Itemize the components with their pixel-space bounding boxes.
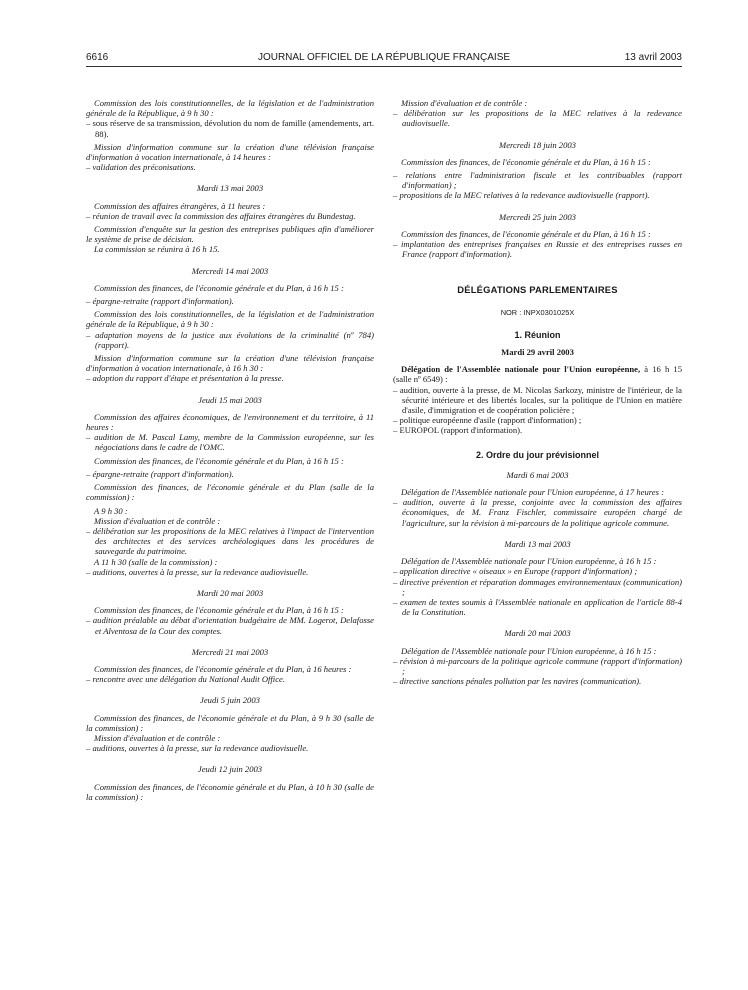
agenda-entry: Mission d'évaluation et de contrôle : xyxy=(94,732,221,743)
agenda-entry: Délégation de l'Assemblée nationale pour l'Union européenne, à 17 heures : xyxy=(401,487,664,498)
date-heading: Mercredi 25 juin 2003 xyxy=(499,211,576,222)
date-heading: Jeudi 12 juin 2003 xyxy=(197,764,263,775)
date-heading: Jeudi 15 mai 2003 xyxy=(198,394,262,405)
issue-date: 13 avril 2003 xyxy=(624,52,682,63)
agenda-item: – délibération sur les propositions de la MEC relatives à l'impact de l'intervention des architectes et des services archéologiques dans les procédures de sauvegarde du patrimoine. xyxy=(86,525,374,557)
agenda-entry: Commission des affaires étrangères, à 11 heures : xyxy=(94,200,266,211)
agenda-item: – politique européenne d'asile (rapport d'information) ; xyxy=(393,415,582,426)
agenda-item: – EUROPOL (rapport d'information). xyxy=(393,425,523,436)
date-heading: Jeudi 5 juin 2003 xyxy=(200,695,260,706)
agenda-entry: Commission des finances, de l'économie générale et du Plan, à 9 h 30 (salle de la commission) : xyxy=(86,712,374,733)
agenda-item: – adoption du rapport d'étape et présentation à la presse. xyxy=(86,373,284,384)
agenda-item: – délibération sur les propositions de la MEC relatives à la redevance audiovisuelle. xyxy=(393,108,682,129)
agenda-item: – épargne-retraite (rapport d'information). xyxy=(86,468,234,479)
agenda-item: – validation des préconisations. xyxy=(86,162,196,173)
section-heading-delegations: DÉLÉGATIONS PARLEMENTAIRES xyxy=(457,284,618,296)
agenda-item: – rencontre avec une délégation du National Audit Office. xyxy=(86,674,285,685)
agenda-item: – examen de textes soumis à l'Assemblée nationale en application de l'article 88-4 de la Constitution. xyxy=(393,596,682,618)
nor-reference: NOR : INPX0301025X xyxy=(500,307,575,317)
date-heading: Mercredi 21 mai 2003 xyxy=(191,646,269,657)
right-column xyxy=(393,98,682,686)
agenda-entry: Commission des finances, de l'économie générale et du Plan (salle de la commission) : xyxy=(86,482,374,503)
date-heading: Mardi 13 mai 2003 xyxy=(196,183,264,194)
agenda-item: – sous réserve de sa transmission, dévolution du nom de famille (amendements, art. 88). xyxy=(86,118,374,139)
agenda-item: – auditions, ouvertes à la presse, sur la redevance audiovisuelle. xyxy=(86,566,309,577)
agenda-entry: Commission des finances, de l'économie générale et du Plan, à 16 h 15 : xyxy=(401,228,651,239)
page-header xyxy=(86,52,682,66)
delegation-entry xyxy=(393,364,682,384)
date-heading: Mardi 20 mai 2003 xyxy=(196,587,264,598)
agenda-entry: Mission d'évaluation et de contrôle : xyxy=(401,98,528,108)
agenda-entry: Mission d'évaluation et de contrôle : xyxy=(94,515,221,526)
left-column xyxy=(86,98,374,802)
journal-title: JOURNAL OFFICIEL DE LA RÉPUBLIQUE FRANÇAISE xyxy=(257,52,511,63)
agenda-entry: Mission d'information commune sur la création d'une télévision française d'information à vocation internationale, à 16 h 30 : xyxy=(86,353,374,374)
date-heading: Mardi 6 mai 2003 xyxy=(506,469,569,480)
date-heading: Mardi 13 mai 2003 xyxy=(504,538,571,549)
agenda-item: – audition, ouverte à la presse, de M. Nicolas Sarkozy, ministre de l'intérieur, de la sécurité intérieure et des libertés locales, sur la politique de l'Union en matière d'asile, d'immigration et de coopération policière ; xyxy=(393,384,682,416)
section-title-reunion: 1. Réunion xyxy=(514,329,561,340)
agenda-entry: A 9 h 30 : xyxy=(94,505,128,516)
agenda-entry: Commission d'enquête sur la gestion des entreprises publiques afin d'améliorer le système de prise de décision. xyxy=(86,224,374,245)
page-number: 6616 xyxy=(86,52,109,63)
agenda-entry: Commission des finances, de l'économie générale et du Plan, à 10 h 30 (salle de la commission) : xyxy=(86,781,374,802)
date-heading: Mercredi 18 juin 2003 xyxy=(499,139,576,150)
agenda-item: – révision à mi-parcours de la politique agricole commune (rapport d'information) ; xyxy=(393,655,682,676)
header-rule xyxy=(86,66,682,67)
agenda-item: – implantation des entreprises françaises en Russie et des entreprises russes en France (rapport d'information). xyxy=(393,239,682,260)
agenda-entry: Délégation de l'Assemblée nationale pour l'Union européenne, à 16 h 15 : xyxy=(401,556,657,567)
agenda-entry: Commission des finances, de l'économie générale et du Plan, à 16 h 15 : xyxy=(401,156,651,167)
delegation-name: Délégation de l'Assemblée nationale pour l'Union européenne, xyxy=(401,364,641,375)
agenda-item: – épargne-retraite (rapport d'information). xyxy=(86,296,234,307)
agenda-entry: Commission des finances, de l'économie générale et du Plan, à 16 heures : xyxy=(94,663,352,674)
agenda-item: – relations entre l'administration fiscale et les contribuables (rapport d'information) ; xyxy=(393,170,682,191)
date-heading-bold: Mardi 29 avril 2003 xyxy=(501,347,574,358)
agenda-entry: Commission des finances, de l'économie générale et du Plan, à 16 h 15 : xyxy=(94,282,344,293)
agenda-item: – propositions de la MEC relatives à la redevance audiovisuelle (rapport). xyxy=(393,190,650,201)
agenda-item: – directive prévention et réparation dommages environnementaux (communication) ; xyxy=(393,576,682,597)
agenda-item: – audition, ouverte à la presse, conjointe avec la commission des affaires économiques, de M. Franz Fischler, commissaire européen chargé de l'agriculture, sur la révision à mi-parcours de la politique agricole commune. xyxy=(393,497,682,528)
agenda-entry: Commission des lois constitutionnelles, de la législation et de l'administration générale de la République, à 9 h 30 : xyxy=(86,309,374,330)
agenda-entry: Commission des finances, de l'économie générale et du Plan, à 16 h 15 : xyxy=(94,605,344,616)
agenda-entry: Commission des affaires économiques, de l'environnement et du territoire, à 11 heures : xyxy=(86,411,374,433)
date-heading: Mardi 20 mai 2003 xyxy=(504,628,571,639)
agenda-item: – auditions, ouvertes à la presse, sur la redevance audiovisuelle. xyxy=(86,743,309,754)
agenda-item: – réunion de travail avec la commission des affaires étrangères du Bundestag. xyxy=(86,210,356,221)
agenda-entry: Commission des finances, de l'économie générale et du Plan, à 16 h 15 : xyxy=(94,455,344,466)
agenda-item: – directive sanctions pénales pollution par les navires (communication). xyxy=(393,676,642,687)
agenda-item: – adaptation moyens de la justice aux évolutions de la criminalité (nº 784) (rapport). xyxy=(86,329,374,350)
agenda-entry: Commission des lois constitutionnelles, de la législation et de l'administration générale de la République, à 9 h 30 : xyxy=(86,98,374,119)
agenda-entry: Mission d'information commune sur la création d'une télévision française d'information à vocation internationale, à 14 heures : xyxy=(86,141,374,163)
agenda-item: – audition préalable au débat d'orientation budgétaire de MM. Logerot, Delafosse et Alventosa de la Cour des comptes. xyxy=(86,615,374,636)
agenda-entry: Délégation de l'Assemblée nationale pour l'Union européenne, à 16 h 15 : xyxy=(401,645,657,656)
delegation-time: à 16 h 15 (salle nº 6549) : xyxy=(393,364,682,385)
date-heading: Mercredi 14 mai 2003 xyxy=(191,265,269,276)
agenda-item: – audition de M. Pascal Lamy, membre de la Commission européenne, sur les négociations dans le cadre de l'OMC. xyxy=(86,432,374,453)
agenda-entry: La commission se réunira à 16 h 15. xyxy=(94,244,220,255)
agenda-item: – application directive « oiseaux » en Europe (rapport d'information) ; xyxy=(393,566,638,577)
section-title-ordre-du-jour: 2. Ordre du jour prévisionnel xyxy=(475,449,600,460)
agenda-entry: A 11 h 30 (salle de la commission) : xyxy=(94,556,218,567)
